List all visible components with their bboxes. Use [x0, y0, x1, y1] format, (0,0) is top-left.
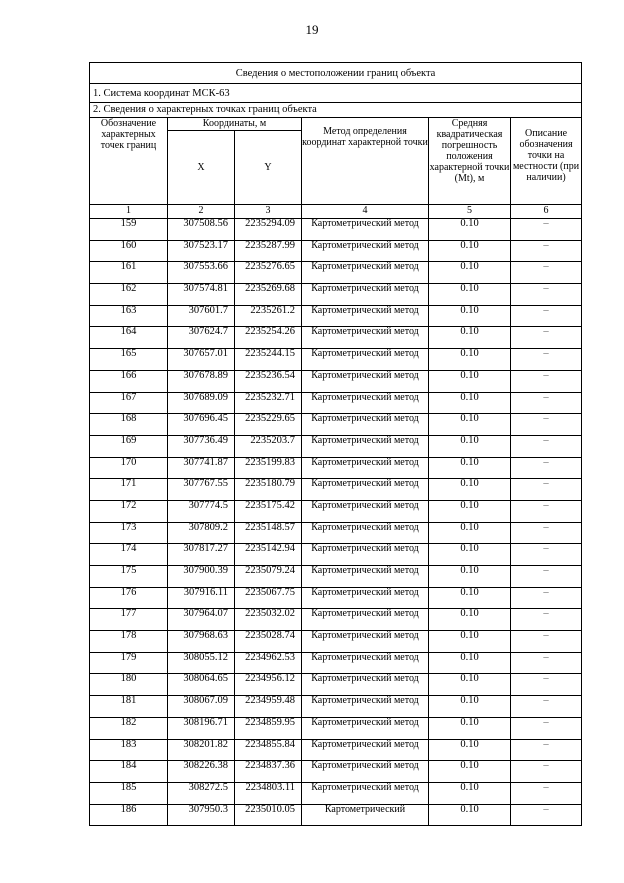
x-coordinate-cell: 307657.01: [168, 349, 235, 371]
table-row: [90, 284, 582, 306]
error-cell: 0.10: [429, 219, 511, 241]
x-coordinate-cell: 308272.5: [168, 782, 235, 804]
y-coordinate-cell: 2235276.65: [235, 262, 302, 284]
header-error: Средняя квадратическая погрешность положения характерной точки (Mt), м: [429, 118, 511, 205]
x-coordinate-cell: 307741.87: [168, 457, 235, 479]
method-cell: Картометрический метод: [302, 739, 429, 761]
x-coordinate-cell: 307601.7: [168, 305, 235, 327]
error-cell: 0.10: [429, 782, 511, 804]
error-cell: 0.10: [429, 804, 511, 826]
description-cell: –: [511, 522, 582, 544]
x-coordinate-cell: 307774.5: [168, 500, 235, 522]
y-coordinate-cell: 2235261.2: [235, 305, 302, 327]
description-cell: –: [511, 674, 582, 696]
table-row: [90, 566, 582, 588]
description-cell: –: [511, 370, 582, 392]
column-number: 1: [90, 205, 168, 219]
error-cell: 0.10: [429, 262, 511, 284]
description-cell: –: [511, 739, 582, 761]
point-id-cell: 175: [90, 566, 168, 588]
description-cell: –: [511, 435, 582, 457]
y-coordinate-cell: 2235236.54: [235, 370, 302, 392]
table-row: [90, 717, 582, 739]
method-cell: Картометрический метод: [302, 370, 429, 392]
y-coordinate-cell: 2234837.36: [235, 761, 302, 783]
y-coordinate-cell: 2235287.99: [235, 240, 302, 262]
point-id-cell: 184: [90, 761, 168, 783]
method-cell: Картометрический метод: [302, 240, 429, 262]
method-cell: Картометрический метод: [302, 652, 429, 674]
y-coordinate-cell: 2234803.11: [235, 782, 302, 804]
description-cell: –: [511, 696, 582, 718]
point-id-cell: 165: [90, 349, 168, 371]
method-cell: Картометрический метод: [302, 761, 429, 783]
description-cell: –: [511, 804, 582, 826]
column-number: 2: [168, 205, 235, 219]
table-row: [90, 674, 582, 696]
error-cell: 0.10: [429, 761, 511, 783]
table-row: [90, 414, 582, 436]
header-coordinates: Координаты, м: [168, 118, 302, 131]
method-cell: Картометрический: [302, 804, 429, 826]
y-coordinate-cell: 2235294.09: [235, 219, 302, 241]
x-coordinate-cell: 307689.09: [168, 392, 235, 414]
y-coordinate-cell: 2235203.7: [235, 435, 302, 457]
error-cell: 0.10: [429, 240, 511, 262]
x-coordinate-cell: 307817.27: [168, 544, 235, 566]
method-cell: Картометрический метод: [302, 349, 429, 371]
point-id-cell: 179: [90, 652, 168, 674]
x-coordinate-cell: 308064.65: [168, 674, 235, 696]
table-row: [90, 782, 582, 804]
y-coordinate-cell: 2235180.79: [235, 479, 302, 501]
description-cell: –: [511, 240, 582, 262]
y-coordinate-cell: 2235232.71: [235, 392, 302, 414]
error-cell: 0.10: [429, 479, 511, 501]
y-coordinate-cell: 2235269.68: [235, 284, 302, 306]
header-designation: Обозначение характерных точек границ: [90, 118, 168, 205]
description-cell: –: [511, 327, 582, 349]
description-cell: –: [511, 349, 582, 371]
error-cell: 0.10: [429, 544, 511, 566]
table-row: [90, 435, 582, 457]
x-coordinate-cell: 307964.07: [168, 609, 235, 631]
error-cell: 0.10: [429, 500, 511, 522]
description-cell: –: [511, 717, 582, 739]
y-coordinate-cell: 2235229.65: [235, 414, 302, 436]
table-row: [90, 305, 582, 327]
header-description: [511, 118, 582, 205]
x-coordinate-cell: 307767.55: [168, 479, 235, 501]
table-row: [90, 240, 582, 262]
description-cell: –: [511, 500, 582, 522]
method-cell: Картометрический метод: [302, 327, 429, 349]
y-coordinate-cell: 2235148.57: [235, 522, 302, 544]
x-coordinate-cell: 308067.09: [168, 696, 235, 718]
x-coordinate-cell: 308055.12: [168, 652, 235, 674]
header-method-text: Метод определения координат характерной точки: [302, 126, 428, 148]
point-id-cell: 180: [90, 674, 168, 696]
point-id-cell: 159: [90, 219, 168, 241]
error-cell: 0.10: [429, 305, 511, 327]
table-row: [90, 631, 582, 653]
table-row: [90, 219, 582, 241]
y-coordinate-cell: 2235199.83: [235, 457, 302, 479]
x-coordinate-cell: 307736.49: [168, 435, 235, 457]
x-coordinate-cell: 307574.81: [168, 284, 235, 306]
description-cell: –: [511, 219, 582, 241]
method-cell: Картометрический метод: [302, 262, 429, 284]
y-coordinate-cell: 2235142.94: [235, 544, 302, 566]
point-id-cell: 173: [90, 522, 168, 544]
error-cell: 0.10: [429, 652, 511, 674]
description-cell: –: [511, 587, 582, 609]
description-cell: –: [511, 392, 582, 414]
y-coordinate-cell: 2235010.05: [235, 804, 302, 826]
point-id-cell: 171: [90, 479, 168, 501]
y-coordinate-cell: 2235032.02: [235, 609, 302, 631]
method-cell: Картометрический метод: [302, 674, 429, 696]
description-cell: –: [511, 782, 582, 804]
method-cell: Картометрический метод: [302, 587, 429, 609]
error-cell: 0.10: [429, 522, 511, 544]
y-coordinate-cell: 2234959.48: [235, 696, 302, 718]
method-cell: Картометрический метод: [302, 219, 429, 241]
description-cell: –: [511, 414, 582, 436]
error-cell: 0.10: [429, 674, 511, 696]
column-number: 4: [302, 205, 429, 219]
error-cell: 0.10: [429, 739, 511, 761]
header-x: X: [168, 131, 235, 205]
method-cell: Картометрический метод: [302, 782, 429, 804]
point-id-cell: 169: [90, 435, 168, 457]
y-coordinate-cell: 2235254.26: [235, 327, 302, 349]
table-row: [90, 804, 582, 826]
error-cell: 0.10: [429, 392, 511, 414]
table-row: [90, 349, 582, 371]
point-id-cell: 178: [90, 631, 168, 653]
description-cell: –: [511, 544, 582, 566]
table-row: [90, 544, 582, 566]
point-id-cell: 186: [90, 804, 168, 826]
x-coordinate-cell: 307678.89: [168, 370, 235, 392]
point-id-cell: 161: [90, 262, 168, 284]
x-coordinate-cell: 308226.38: [168, 761, 235, 783]
method-cell: Картометрический метод: [302, 305, 429, 327]
table-row: [90, 457, 582, 479]
y-coordinate-cell: 2235079.24: [235, 566, 302, 588]
point-id-cell: 168: [90, 414, 168, 436]
coordinate-system: 1. Система координат МСК-63: [90, 84, 582, 103]
x-coordinate-cell: 307624.7: [168, 327, 235, 349]
table-row: [90, 652, 582, 674]
column-numbers-row: [90, 205, 582, 219]
table-row: [90, 479, 582, 501]
table-row: [90, 500, 582, 522]
y-coordinate-cell: 2235244.15: [235, 349, 302, 371]
point-id-cell: 183: [90, 739, 168, 761]
point-id-cell: 164: [90, 327, 168, 349]
x-coordinate-cell: 307696.45: [168, 414, 235, 436]
description-cell: –: [511, 284, 582, 306]
x-coordinate-cell: 307809.2: [168, 522, 235, 544]
point-id-cell: 174: [90, 544, 168, 566]
table-row: [90, 262, 582, 284]
column-number: 6: [511, 205, 582, 219]
table-row: [90, 587, 582, 609]
method-cell: Картометрический метод: [302, 609, 429, 631]
page-number: 19: [305, 22, 319, 37]
point-id-cell: 167: [90, 392, 168, 414]
description-cell: –: [511, 479, 582, 501]
error-cell: 0.10: [429, 435, 511, 457]
point-id-cell: 160: [90, 240, 168, 262]
description-cell: –: [511, 262, 582, 284]
error-cell: 0.10: [429, 696, 511, 718]
table-title: Сведения о местоположении границ объекта: [90, 63, 582, 84]
boundary-points-table: [89, 62, 582, 826]
table-row: [90, 370, 582, 392]
point-id-cell: 177: [90, 609, 168, 631]
method-cell: Картометрический метод: [302, 717, 429, 739]
y-coordinate-cell: 2234962.53: [235, 652, 302, 674]
x-coordinate-cell: 308201.82: [168, 739, 235, 761]
description-cell: –: [511, 761, 582, 783]
error-cell: 0.10: [429, 457, 511, 479]
table-row: [90, 739, 582, 761]
x-coordinate-cell: 308196.71: [168, 717, 235, 739]
method-cell: Картометрический метод: [302, 435, 429, 457]
table-row: [90, 327, 582, 349]
error-cell: 0.10: [429, 414, 511, 436]
method-cell: Картометрический метод: [302, 457, 429, 479]
point-id-cell: 170: [90, 457, 168, 479]
table-row: [90, 392, 582, 414]
method-cell: Картометрический метод: [302, 479, 429, 501]
point-id-cell: 162: [90, 284, 168, 306]
method-cell: Картометрический метод: [302, 284, 429, 306]
x-coordinate-cell: 307508.56: [168, 219, 235, 241]
method-cell: Картометрический метод: [302, 392, 429, 414]
point-id-cell: 176: [90, 587, 168, 609]
method-cell: Картометрический метод: [302, 566, 429, 588]
description-cell: –: [511, 566, 582, 588]
description-cell: –: [511, 652, 582, 674]
method-cell: Картометрический метод: [302, 522, 429, 544]
table-row: [90, 522, 582, 544]
header-y: Y: [235, 131, 302, 205]
error-cell: 0.10: [429, 631, 511, 653]
description-cell: –: [511, 457, 582, 479]
error-cell: 0.10: [429, 284, 511, 306]
method-cell: Картометрический метод: [302, 544, 429, 566]
method-cell: Картометрический метод: [302, 696, 429, 718]
x-coordinate-cell: 307900.39: [168, 566, 235, 588]
description-cell: –: [511, 609, 582, 631]
section-heading: 2. Сведения о характерных точках границ объекта: [90, 103, 582, 118]
error-cell: 0.10: [429, 370, 511, 392]
header-method: [302, 118, 429, 205]
column-number: 5: [429, 205, 511, 219]
y-coordinate-cell: 2235175.42: [235, 500, 302, 522]
error-cell: 0.10: [429, 327, 511, 349]
error-cell: 0.10: [429, 587, 511, 609]
x-coordinate-cell: 307950.3: [168, 804, 235, 826]
method-cell: Картометрический метод: [302, 500, 429, 522]
point-id-cell: 166: [90, 370, 168, 392]
y-coordinate-cell: 2234859.95: [235, 717, 302, 739]
description-cell: –: [511, 631, 582, 653]
x-coordinate-cell: 307553.66: [168, 262, 235, 284]
method-cell: Картометрический метод: [302, 414, 429, 436]
method-cell: Картометрический метод: [302, 631, 429, 653]
x-coordinate-cell: 307916.11: [168, 587, 235, 609]
error-cell: 0.10: [429, 566, 511, 588]
y-coordinate-cell: 2235028.74: [235, 631, 302, 653]
y-coordinate-cell: 2234855.84: [235, 739, 302, 761]
point-id-cell: 185: [90, 782, 168, 804]
table-row: [90, 761, 582, 783]
point-id-cell: 181: [90, 696, 168, 718]
y-coordinate-cell: 2235067.75: [235, 587, 302, 609]
column-number: 3: [235, 205, 302, 219]
table-row: [90, 696, 582, 718]
point-id-cell: 182: [90, 717, 168, 739]
x-coordinate-cell: 307968.63: [168, 631, 235, 653]
error-cell: 0.10: [429, 717, 511, 739]
description-cell: –: [511, 305, 582, 327]
error-cell: 0.10: [429, 609, 511, 631]
error-cell: 0.10: [429, 349, 511, 371]
point-id-cell: 172: [90, 500, 168, 522]
y-coordinate-cell: 2234956.12: [235, 674, 302, 696]
point-id-cell: 163: [90, 305, 168, 327]
table-row: [90, 609, 582, 631]
x-coordinate-cell: 307523.17: [168, 240, 235, 262]
header-description-text: Описание обозначения точки на местности (при наличии): [512, 128, 580, 183]
